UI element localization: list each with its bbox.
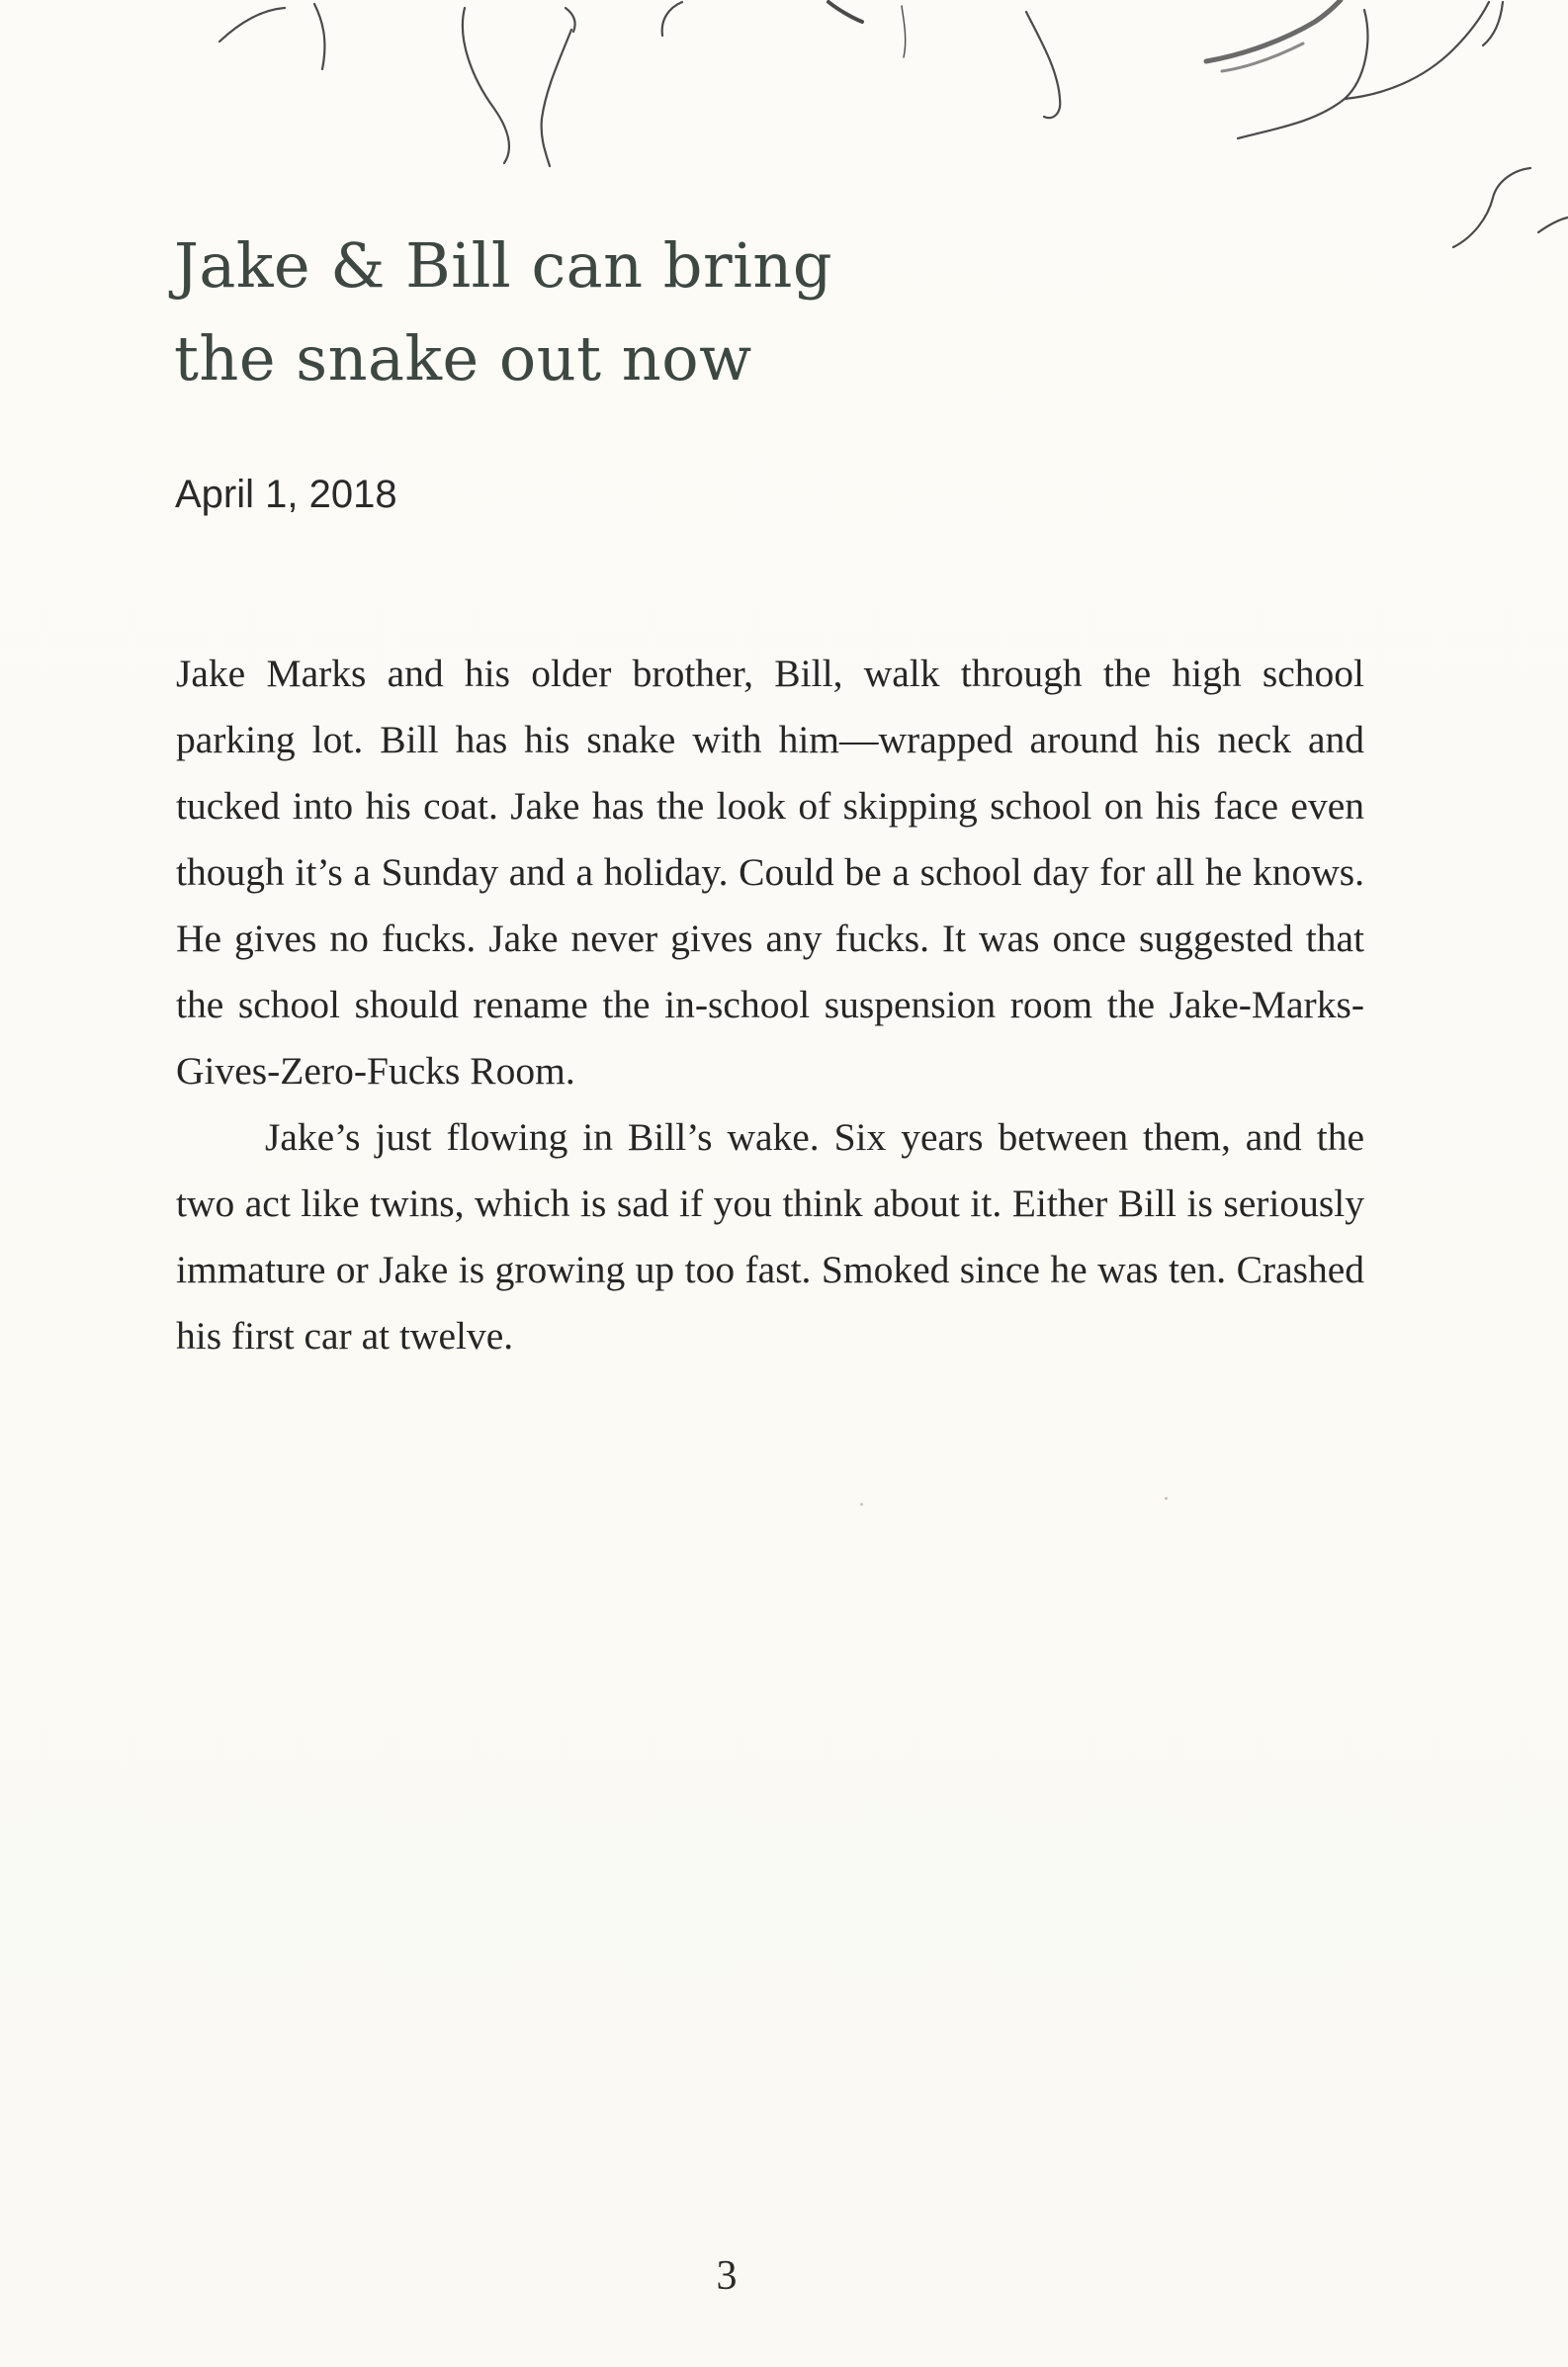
chapter-title-line: the snake out now <box>174 322 752 394</box>
chapter-date: April 1, 2018 <box>175 473 397 516</box>
chapter-title <box>174 219 1064 405</box>
paragraph: Jake’s just flowing in Bill’s wake. Six years between them, and the two act like twins, which is sad if you think about it. Either Bill is seriously immature or Jake is growing up too fast. Smoked since he was ten. Crashed his first car at twelve. <box>176 1115 1364 1358</box>
page-number: 3 <box>716 2253 738 2299</box>
paper-speck <box>860 1503 863 1506</box>
paragraph: Jake Marks and his older brother, Bill, walk through the high school parking lot. Bill has his snake with him—wrapped around his neck and tucked into his coat. Jake has the look of skipping school on his face even though it’s a Sunday and a holiday. Could be a school day for all he knows. He gives no fucks. Jake never gives any fucks. It was once suggested that the school should rename the in-school suspension room the Jake-Marks-Gives-Zero-Fucks Room. <box>176 652 1364 1093</box>
body-text <box>176 641 1364 1369</box>
chapter-title-line: Jake & Bill can bring <box>174 229 833 302</box>
paper-speck <box>1165 1497 1168 1500</box>
